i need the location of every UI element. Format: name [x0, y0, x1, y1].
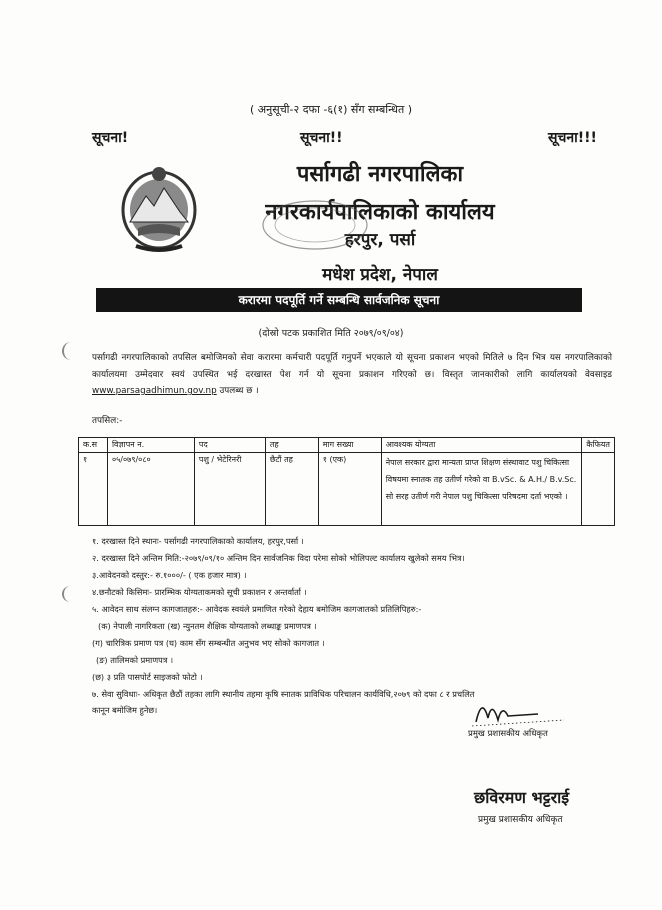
col-header-qualification: आवश्यक योग्यता [381, 438, 582, 453]
office-name: नगरकार्यपालिकाको कार्यालय [265, 200, 495, 225]
notice-label-center: सूचना!! [300, 130, 343, 146]
punch-hole-mark [62, 586, 76, 602]
condition-subitem: (छ) ३ प्रति पासपोर्ट साइजको फोटो । [92, 672, 203, 682]
condition-item: ४.छनौटको किसिमः- प्रारम्भिक योग्यताकमको सूची प्रकाशन र अन्तर्वार्ता । [92, 587, 307, 597]
col-header-ad-no: विज्ञापन न. [107, 438, 194, 453]
condition-item: ७. सेवा सुविधाः- अधिकृत छैठौं तहका लागि स्थानीय तहमा कृषि स्नातक प्राविधिक परिचालन कार्यविधि,२०७९ को दफा ८ र प्रचलित [92, 689, 475, 699]
publication-date: (दोस्रो पटक प्रकाशित मिति २०७९/०९/०४) [258, 328, 404, 339]
annex-reference: ( अनुसूची-२ दफा -६(१) सँग सम्बन्धित ) [249, 103, 413, 116]
intro-suffix: उपलब्ध छ । [216, 386, 259, 396]
cell-remarks [582, 453, 615, 526]
notice-title-banner: करारमा पदपूर्ति गर्ने सम्बन्धि सार्वजनिक सूचना [96, 288, 582, 312]
cell-count: १ (एक) [318, 453, 381, 526]
schedule-label: तपसिल:- [92, 416, 123, 426]
col-header-post: पद [194, 438, 265, 453]
condition-subitem: (ग) चारित्रिक प्रमाण पत्र (घ) काम सँग सम्बन्धीत अनुभव भए सोको कागजात । [92, 638, 325, 648]
signatory-title: प्रमुख प्रशासकीय अधिकृत [468, 729, 548, 739]
notice-label-left: सूचना! [92, 130, 129, 146]
cell-sn: १ [79, 453, 108, 526]
condition-item: कानून बमोजिम हुनेछ। [92, 705, 158, 715]
province-country: मधेश प्रदेश, नेपाल [322, 265, 438, 285]
cell-level: छैटौं तह [265, 453, 318, 526]
condition-item: २. दरखास्त दिने अन्तिम मिति:-२०७९/०९/१० अन्तिम दिन सार्वजनिक विदा परेमा सोको भोलिपल्ट कार्यालय खुलेको समय भित्र। [92, 553, 465, 563]
col-header-sn: क.स [79, 438, 108, 453]
cell-qualification: नेपाल सरकार द्वारा मान्यता प्राप्त शिक्षण संस्थावाट पशु चिकित्सा विषयमा स्नातक तह उतीर्ण गरेको वा B.vSc. & A.H./ B.v.Sc. सो सरह उतीर्ण गरी नेपाल पशु चिकित्सा परिषदमा दर्ता भएको । [381, 453, 582, 526]
signatory-name: छविरमण भट्टराई [474, 788, 570, 807]
condition-item: ५. आवेदन साथ संलग्न कागजातहरु:- आवेदक स्वयंले प्रमाणित गरेको देहाय बमोजिम कागजातको प्रतिलिपिहरु:- [92, 604, 422, 614]
col-header-count: माग सख्या [318, 438, 381, 453]
col-header-level: तह [265, 438, 318, 453]
table-header-row [79, 438, 615, 453]
website-link[interactable]: www.parsagadhimun.gov.np [92, 386, 217, 396]
table-row [79, 453, 615, 526]
cell-ad-no: ०५/०७९/०८० [107, 453, 194, 526]
condition-item: १. दरखास्त दिने स्थानः- पर्सागढी नगरपालिकाको कार्यालय, हरपुर,पर्सा । [92, 536, 304, 546]
vacancy-table [78, 437, 615, 526]
intro-text: पर्सागढी नगरपालिकाको तपसिल बमोजिमको सेवा करारमा कर्मचारी पदपूर्ति गनुपर्ने भएकाले यो सूचना प्रकाशन भएको मितिले ७ दिन भित्र यस नगरपालिकाको कार्यालयमा उम्मेदवार स्वयं उपस्थित भई दरखास्त पेश गर्न यो सूचना प्रकाशन गरिएको छ। विस्तृत जानकारीको लागि कार्यालयको वेवसाइड [92, 353, 612, 380]
punch-hole-mark [62, 342, 78, 360]
notice-label-right: सूचना!!! [548, 130, 597, 146]
condition-subitem: (ङ) तालिमको प्रमाणपत्र । [96, 655, 174, 665]
office-stamp-icon [245, 198, 385, 252]
signatory-designation: प्रमुख प्रशासकीय अधिकृत [478, 815, 563, 825]
office-address: हरपुर, पर्सा [344, 230, 416, 250]
municipality-name: पर्सागढी नगरपालिका [296, 162, 464, 187]
condition-subitem: (क) नेपाली नागरिकता (ख) न्युनतम शैक्षिक योग्यताको लब्धाङ्क प्रमाणपत्र । [98, 621, 317, 631]
col-header-remarks: कैफियत [582, 438, 615, 453]
cell-post: पशु / भेटेरिनरी [194, 453, 265, 526]
intro-paragraph [92, 350, 612, 400]
condition-item: ३.आवेदनको दस्तुर:- रु.१०००/- ( एक हजार मात्र) । [92, 570, 247, 580]
handwritten-signature [468, 690, 578, 730]
